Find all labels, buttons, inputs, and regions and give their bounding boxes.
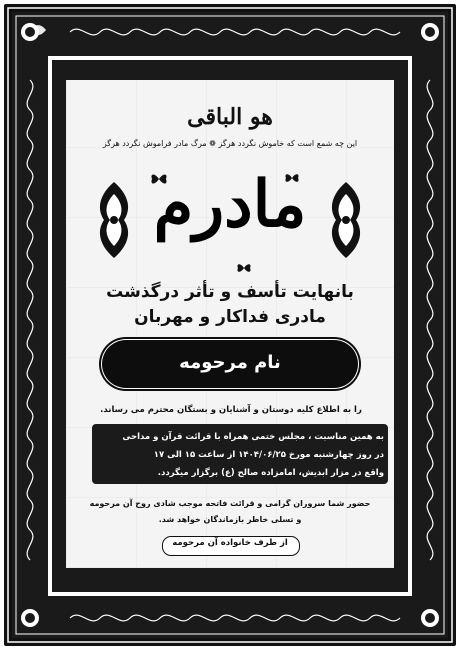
heading-hu-al-baqi: هو الباقی (187, 104, 273, 130)
closing-line-1: حضور شما سروران گرامی و قرائت فاتحه موجب شادی روح آن مرحومه (89, 499, 371, 508)
ceremony-details (94, 428, 386, 482)
details-line: واقع در مزار ابدیش، امامزاده صالح (ع) برگزار میگردد. (157, 468, 384, 478)
closing-line-2: و تسلی خاطر بازماندگان خواهد شد. (158, 515, 302, 524)
intro-line: را به اطلاع کلیه دوستان و آشنایان و بستگان محترم می رساند. (100, 405, 362, 415)
subtitle-line-1: بانهایت تأسف و تأثر درگذشت (106, 282, 354, 302)
signature: از طرف خانواده آن مرحومه (172, 538, 288, 548)
details-line: در روز چهارشنبه مورخ ۱۴۰۴/۰۶/۲۵ از ساعت ۱۵ الی ۱۷ (153, 450, 384, 460)
subtitle-line-2: مادری فداکار و مهربان (134, 307, 326, 327)
closing-text (80, 496, 380, 528)
butterfly-icon (236, 262, 252, 274)
main-title-calligraphy: مادرم (153, 167, 307, 242)
deceased-name: نام مرحومه (179, 352, 281, 373)
details-line: به همین مناسبت ، مجلس ختمی همراه با قرائت قرآن و مداحی (122, 432, 384, 442)
poem-line: این چه شمع است که خاموش نگردد هرگز ❁ مرگ مادر فراموش نگردد هرگز (102, 139, 358, 148)
